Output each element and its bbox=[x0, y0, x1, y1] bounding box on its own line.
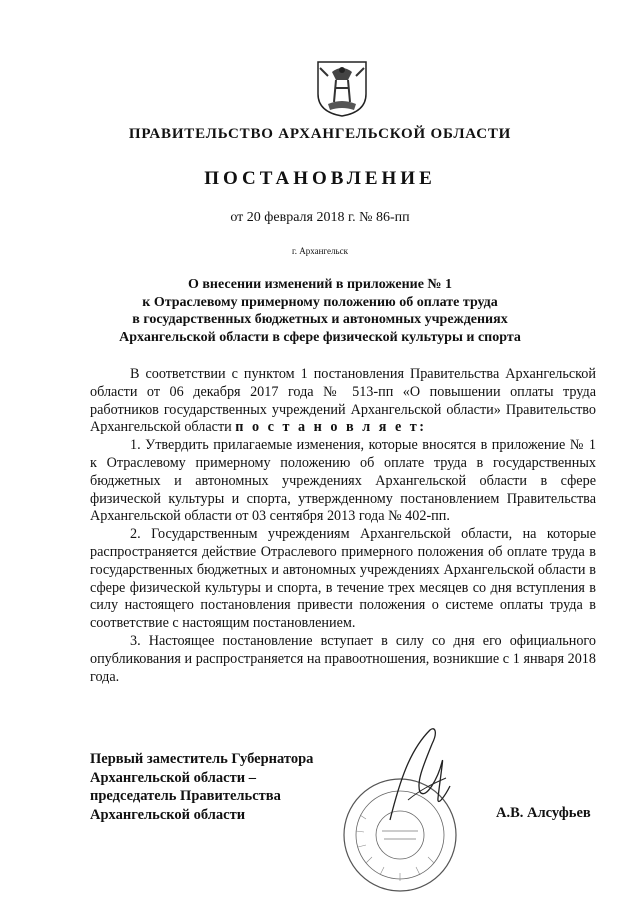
document-city: г. Архангельск bbox=[292, 246, 348, 256]
coat-of-arms-icon bbox=[314, 58, 370, 118]
signatory-name: А.В. Алсуфьев bbox=[496, 805, 591, 821]
subject-line: в государственных бюджетных и автономных учреждениях bbox=[132, 312, 508, 327]
subject-line: к Отраслевому примерному положению об оплате труда bbox=[142, 294, 498, 310]
document-date-number: от 20 февраля 2018 г. № 86-пп bbox=[230, 210, 410, 225]
position-line: председатель Правительства bbox=[90, 788, 281, 804]
position-line: Первый заместитель Губернатора bbox=[90, 751, 314, 767]
decides-word: п о с т а н о в л я е т: bbox=[235, 419, 427, 436]
item-3-paragraph: 3. Настоящее постановление вступает в силу со дня его официального опубликования и распространяется на правоотношения, возникшие с 1 января 2018 года. bbox=[90, 632, 596, 685]
position-line: Архангельской области – bbox=[90, 769, 256, 786]
document-body bbox=[90, 366, 596, 686]
item-2-paragraph: 2. Государственным учреждениям Архангельской области, на которые распространяется действие Отраслевого примерного положения об оплате труда в государственных бюджетных и автономных учреждениях Архангельской области в сфере физической культуры и спорта, в течение трех месяцев со дня вступления в силу настоящего постановления привести положения о системе оплаты труда в соответствие с настоящим постановлением. bbox=[90, 526, 596, 632]
document-subject bbox=[80, 276, 560, 346]
handwritten-signature bbox=[380, 720, 460, 830]
subject-line: О внесении изменений в приложение № 1 bbox=[187, 277, 452, 292]
item-1-paragraph: 1. Утвердить прилагаемые изменения, которые вносятся в приложение № 1 к Отраслевому примерному положению об оплате труда в государственных бюджетных и автономных учреждениях Архангельской области в сфере физической культуры и спорта, утвержденному постановлением Правительства Архангельской области от 03 сентября 2013 года № 402-пп. bbox=[90, 437, 596, 525]
position-line: Архангельской области bbox=[90, 806, 246, 823]
document-type: ПОСТАНОВЛЕНИЕ bbox=[204, 168, 436, 189]
subject-line: Архангельской области в сфере физической культуры и спорта bbox=[119, 329, 521, 345]
preamble-text: В соответствии с пунктом 1 постановления Правительства Архангельской области от 06 декабря 2017 года № 513-пп «О повышении оплаты труда работников государственных учреждений Архангельской области» Правительство Архангельской области bbox=[90, 366, 596, 436]
preamble-paragraph bbox=[90, 366, 596, 437]
signatory-position bbox=[90, 750, 313, 824]
organization-title: ПРАВИТЕЛЬСТВО АРХАНГЕЛЬСКОЙ ОБЛАСТИ bbox=[128, 126, 512, 142]
